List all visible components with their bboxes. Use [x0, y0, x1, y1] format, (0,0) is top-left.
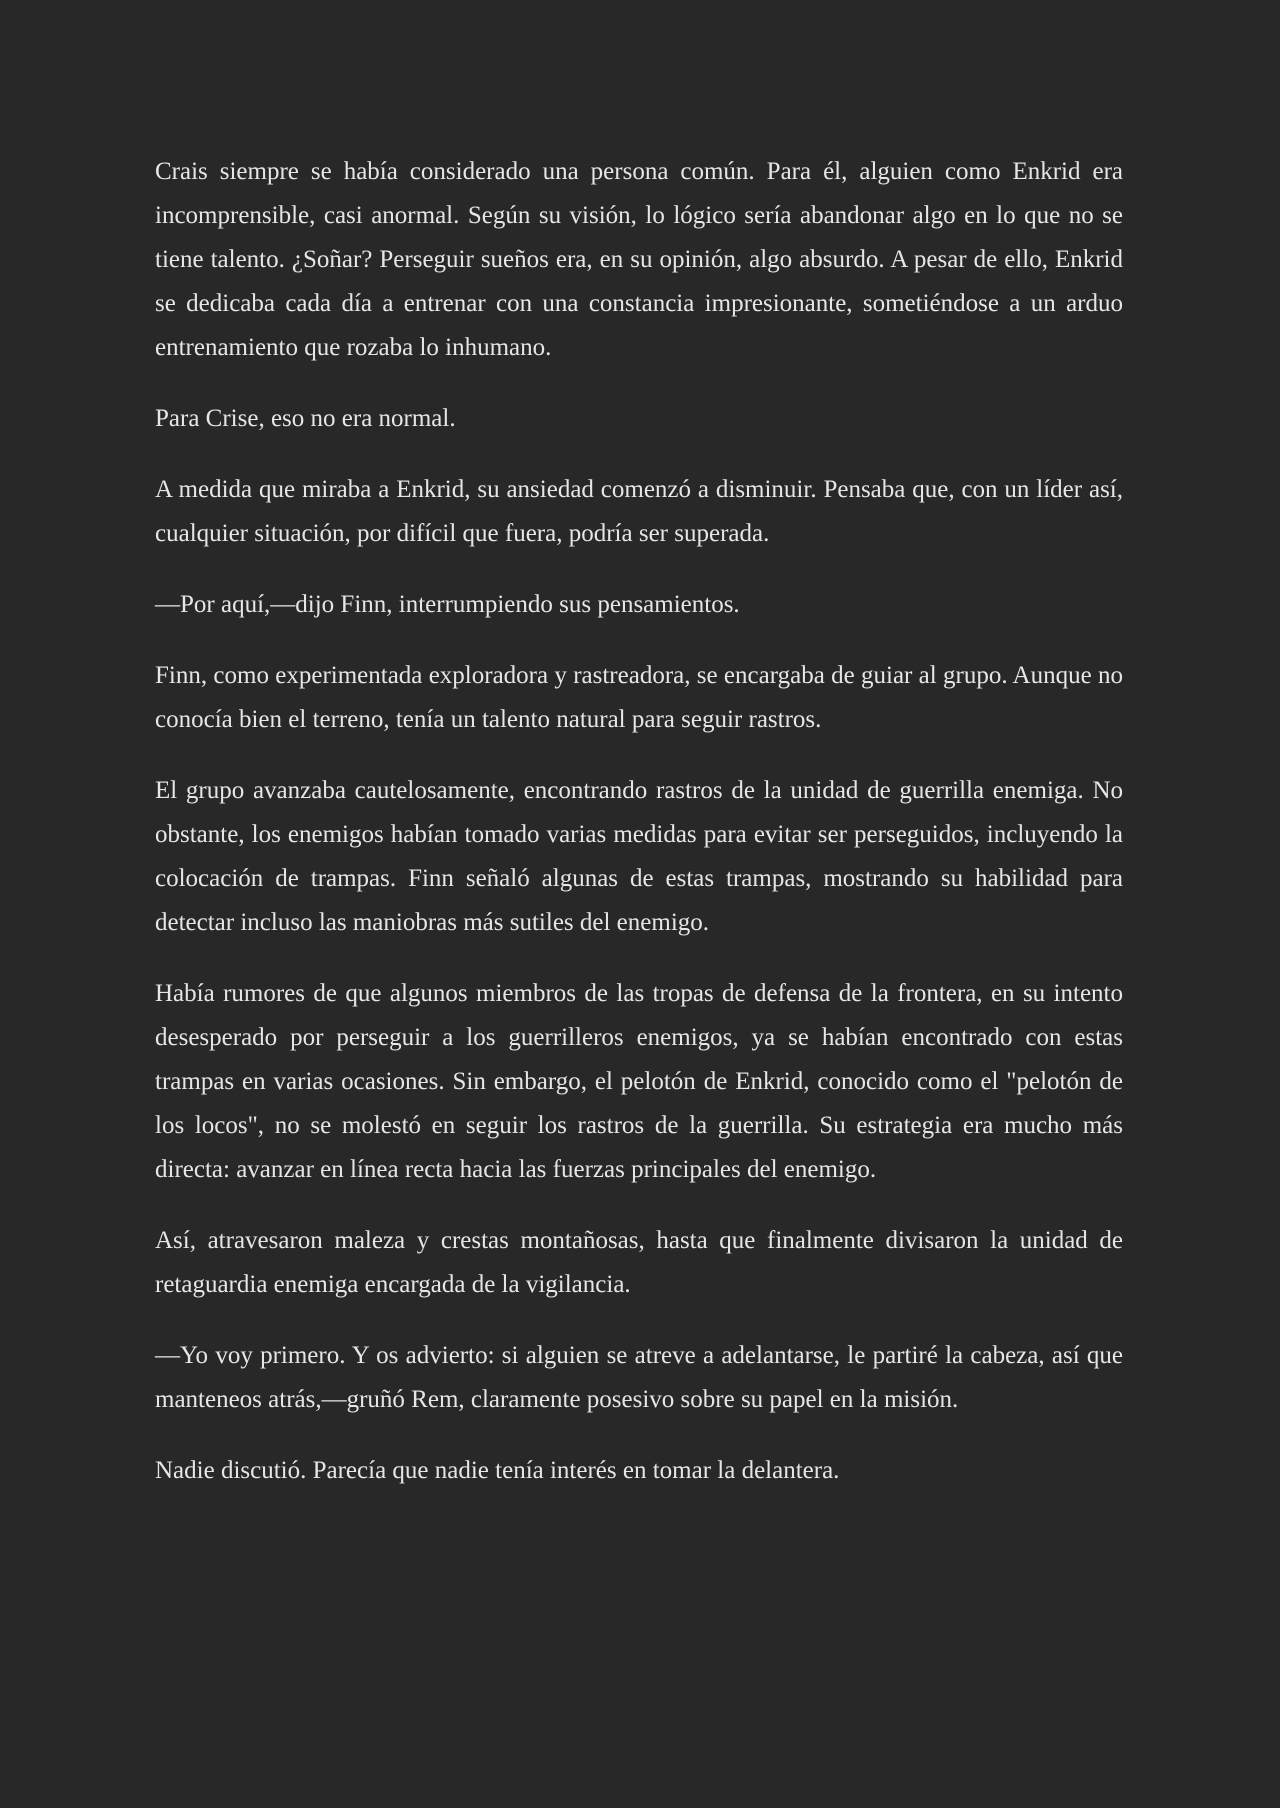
paragraph: A medida que miraba a Enkrid, su ansiedad comenzó a disminuir. Pensaba que, con un líder así, cualquier situación, por difícil que fuera, podría ser superada.: [155, 476, 1123, 547]
paragraph: Para Crise, eso no era normal.: [155, 405, 456, 432]
paragraph: Había rumores de que algunos miembros de las tropas de defensa de la frontera, en su intento desesperado por perseguir a los guerrilleros enemigos, ya se habían encontrado con estas trampas en varias ocasiones. Sin embargo, el pelotón de Enkrid, conocido como el "pelotón de los locos", no se molestó en seguir los rastros de la guerrilla. Su estrategia era mucho más directa: avanzar en línea recta hacia las fuerzas principales del enemigo.: [155, 980, 1123, 1183]
paragraph: —Yo voy primero. Y os advierto: si alguien se atreve a adelantarse, le partiré la cabeza, así que manteneos atrás,—gruñó Rem, claramente posesivo sobre su papel en la misión.: [155, 1342, 1123, 1413]
paragraph: Nadie discutió. Parecía que nadie tenía interés en tomar la delantera.: [155, 1457, 840, 1484]
document-body: [155, 150, 1123, 1520]
paragraph: Finn, como experimentada exploradora y rastreadora, se encargaba de guiar al grupo. Aunque no conocía bien el terreno, tenía un talento natural para seguir rastros.: [155, 662, 1123, 733]
paragraph: —Por aquí,—dijo Finn, interrumpiendo sus pensamientos.: [155, 591, 740, 618]
paragraph: Así, atravesaron maleza y crestas montañosas, hasta que finalmente divisaron la unidad de retaguardia enemiga encargada de la vigilancia.: [155, 1227, 1123, 1298]
paragraph: El grupo avanzaba cautelosamente, encontrando rastros de la unidad de guerrilla enemiga. No obstante, los enemigos habían tomado varias medidas para evitar ser perseguidos, incluyendo la colocación de trampas. Finn señaló algunas de estas trampas, mostrando su habilidad para detectar incluso las maniobras más sutiles del enemigo.: [155, 777, 1123, 936]
paragraph: Crais siempre se había considerado una persona común. Para él, alguien como Enkrid era incomprensible, casi anormal. Según su visión, lo lógico sería abandonar algo en lo que no se tiene talento. ¿Soñar? Perseguir sueños era, en su opinión, algo absurdo. A pesar de ello, Enkrid se dedicaba cada día a entrenar con una constancia impresionante, sometiéndose a un arduo entrenamiento que rozaba lo inhumano.: [155, 158, 1123, 361]
